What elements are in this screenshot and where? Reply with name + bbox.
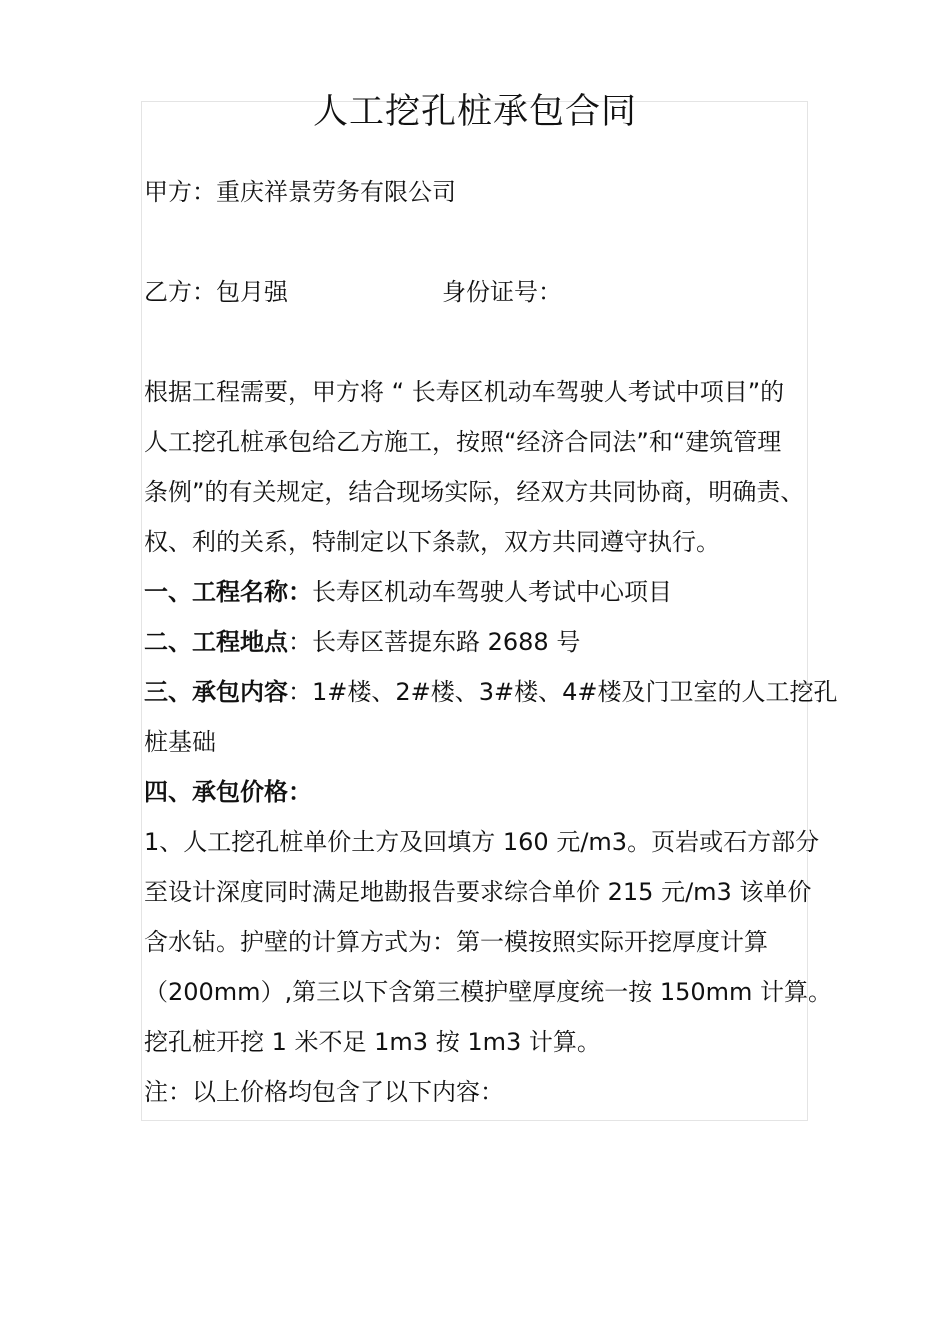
intro-line-3: 条例”的有关规定，结合现场实际，经双方共同协商，明确责、 — [144, 478, 805, 506]
price-line-3: 含水钻。护壁的计算方式为：第一模按照实际开挖厚度计算 — [144, 928, 768, 956]
section-label: 二、工程地点 — [144, 628, 288, 656]
price-line-5: 挖孔桩开挖 1 米不足 1m3 按 1m3 计算。 — [144, 1028, 601, 1056]
section-label: 一、工程名称： — [144, 578, 312, 606]
section-contract-content-continuation: 桩基础 — [144, 728, 216, 756]
section-project-name — [144, 574, 824, 610]
section-value: 长寿区机动车驾驶人考试中心项目 — [312, 578, 672, 606]
page-frame — [141, 101, 808, 1121]
intro-line-4: 权、利的关系，特制定以下条款，双方共同遵守执行。 — [144, 528, 720, 556]
party-a: 甲方：重庆祥景劳务有限公司 — [144, 178, 456, 206]
id-number-label: 身份证号： — [442, 278, 562, 306]
section-label: 三、承包内容 — [144, 678, 288, 706]
price-line-4: （200mm）,第三以下含第三模护壁厚度统一按 150mm 计算。 — [144, 978, 833, 1006]
intro-line-1: 根据工程需要，甲方将 “ 长寿区机动车驾驶人考试中项目”的 — [144, 378, 785, 406]
section-value: ：长寿区菩提东路 2688 号 — [288, 628, 581, 656]
intro-line-2: 人工挖孔桩承包给乙方施工，按照“经济合同法”和“建筑管理 — [144, 428, 782, 456]
document-title: 人工挖孔桩承包合同 — [312, 92, 637, 132]
section-project-location — [144, 624, 824, 660]
section-value: ：1#楼、2#楼、3#楼、4#楼及门卫室的人工挖孔 — [288, 678, 838, 706]
section-contract-price: 四、承包价格： — [144, 778, 312, 806]
price-line-2: 至设计深度同时满足地勘报告要求综合单价 215 元/m3 该单价 — [144, 878, 812, 906]
section-contract-content — [144, 674, 838, 710]
party-b-row — [144, 274, 824, 310]
price-note: 注：以上价格均包含了以下内容： — [144, 1078, 504, 1106]
price-line-1: 1、人工挖孔桩单价土方及回填方 160 元/m3。页岩或石方部分 — [144, 828, 820, 856]
party-b: 乙方：包月强 — [144, 278, 288, 306]
